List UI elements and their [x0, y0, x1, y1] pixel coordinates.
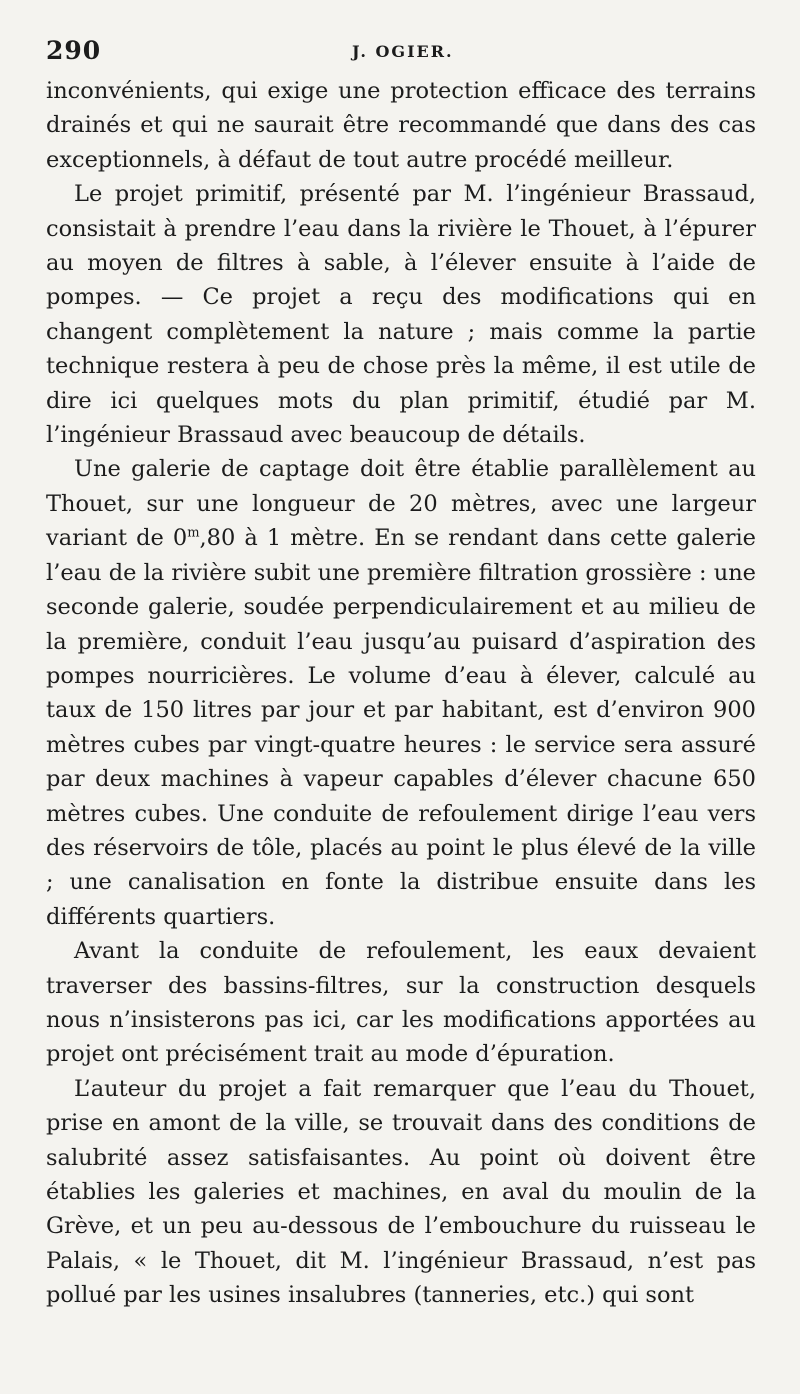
paragraph-1: inconvénients, qui exige une protection efficace des terrains drainés et qui ne saurait être recommandé que dans des cas exceptionnels, à défaut de tout autre procédé meilleur.	[46, 78, 756, 173]
paragraph-4: Avant la conduite de refoulement, les eaux devaient traverser des bassins-filtres, sur la construction desquels nous n’insisterons pas ici, car les modifications apportées au projet ont précisément trait au mode d’épuration.	[46, 938, 756, 1068]
body-text	[46, 74, 756, 1313]
paragraph-3-text-a: Une galerie de captage doit être établie parallèlement au Thouet, sur une longueur de 20 mètres, avec une largeur variant de 0	[46, 456, 756, 552]
meter-superscript: m	[187, 525, 200, 541]
paragraph-5: L’auteur du projet a fait remarquer que l’eau du Thouet, prise en amont de la ville, se trouvait dans des conditions de salubrité assez satisfaisantes. Au point où doivent être établies les galeries et machines, en aval du moulin de la Grève, et un peu au-dessous de l’embouchure du ruisseau le Palais, « le Thouet, dit M. l’ingénieur Brassaud, n’est pas pollué par les usines insalubres (tanneries, etc.) qui sont	[46, 1075, 756, 1309]
page-number: 290	[46, 36, 102, 65]
paragraph-3-text-b: ,80 à 1 mètre. En se rendant dans cette galerie l’eau de la rivière subit une première filtration grossière : une seconde galerie, soudée perpendiculairement et au milieu de la première, conduit l’eau jusqu’au puisard d’aspiration des pompes nourricières. Le volume d’eau à élever, calculé au taux de 150 litres par jour et par habitant, est d’environ 900 mètres cubes par vingt-quatre heures : le service sera assuré par deux machines à vapeur capables d’élever chacune 650 mètres cubes. Une conduite de refoulement dirige l’eau vers des réservoirs de tôle, placés au point le plus élevé de la ville ; une canalisation en fonte la distribue ensuite dans les différents quartiers.	[46, 525, 756, 930]
paragraph-2: Le projet primitif, présenté par M. l’ingénieur Brassaud, consistait à prendre l’eau dans la rivière le Thouet, à l’épurer au moyen de filtres à sable, à l’élever ensuite à l’aide de pompes. — Ce projet a reçu des modifications qui en changent complètement la nature ; mais comme la partie technique restera à peu de chose près la même, il est utile de dire ici quelques mots du plan primitif, étudié par M. l’ingénieur Brassaud avec beaucoup de détails.	[46, 181, 756, 449]
paragraph-3	[46, 452, 756, 934]
page-header	[46, 30, 756, 74]
running-head: J. OGIER.	[352, 42, 454, 61]
